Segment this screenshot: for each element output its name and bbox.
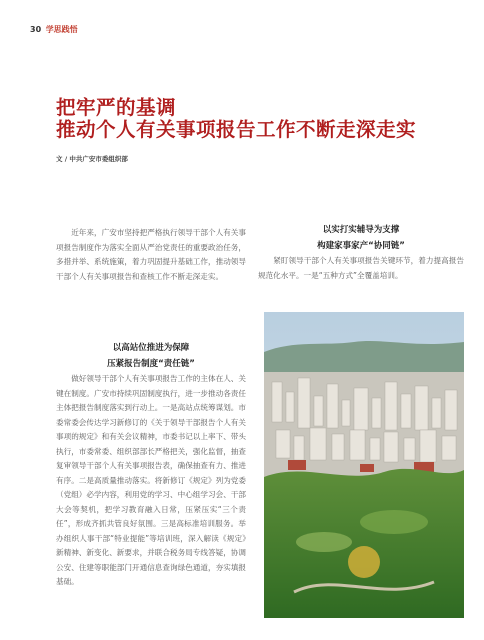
- section-2-body: 紧盯领导干部个人有关事项报告关键环节，着力提高报告规范化水平。一是“五种方式”全覆盖培训。: [258, 256, 464, 280]
- intro-column: [56, 226, 246, 284]
- section-1-body: 做好领导干部个人有关事项报告工作的主体在人、关键在制度。广安市持续巩固制度执行，进一步推动各责任主体把报告制度落实到行动上。一是高站点统筹谋划。市委常委会传达学习新修订的《关于领导干部报告个人有关事项的规定》和有关会议精神，市委书记以上率下、带头执行，市委常委、组织部部长严格把关，强化监督，抽查复审领导干部个人有关事项报告表，确保抽查有力、推进有序。二是高质量推动落实。将新修订《规定》列为党委（党组）必学内容，利用党的学习、中心组学习会、干部大会等契机，把学习教育融入日常，压紧压实“三个责任”，形成齐抓共管良好氛围。三是高标准培训服务。举办组织人事干部“特业提能”等培训班，深入解读《规定》新精神、新变化、新要求，并联合税务局专线答疑，协调公安、住建等职能部门开通信息查询绿色通道，夯实填报基础。: [56, 374, 246, 586]
- article-title: [56, 97, 416, 141]
- section-2: [258, 222, 464, 283]
- section-1-heading-1: 以高站位推进为保障: [112, 343, 190, 353]
- intro-paragraph: 近年来，广安市坚持把严格执行领导干部个人有关事项报告制度作为落实全面从严治党责任的重要政治任务，多措并举、系统施策，着力巩固提升基础工作，推动领导干部个人有关事项报告和查核工作不断走深走实。: [56, 228, 246, 281]
- page-number: 30: [30, 25, 42, 34]
- section-2-heading-1: 以实打实辅导为支撑: [322, 225, 400, 235]
- section-2-heading-2: 构建家事家产“协同链”: [317, 241, 405, 251]
- title-line-1: 把牢严的基调: [56, 96, 177, 119]
- byline: 文 / 中共广安市委组织部: [56, 155, 128, 163]
- section-1-heading-2: 压紧报告制度“责任链”: [107, 359, 195, 369]
- title-line-2: 推动个人有关事项报告工作不断走深走实: [56, 118, 417, 141]
- page-header: [30, 24, 78, 35]
- city-aerial-photo: [264, 312, 464, 618]
- section-label: 学思践悟: [45, 25, 78, 34]
- section-1: [56, 340, 246, 590]
